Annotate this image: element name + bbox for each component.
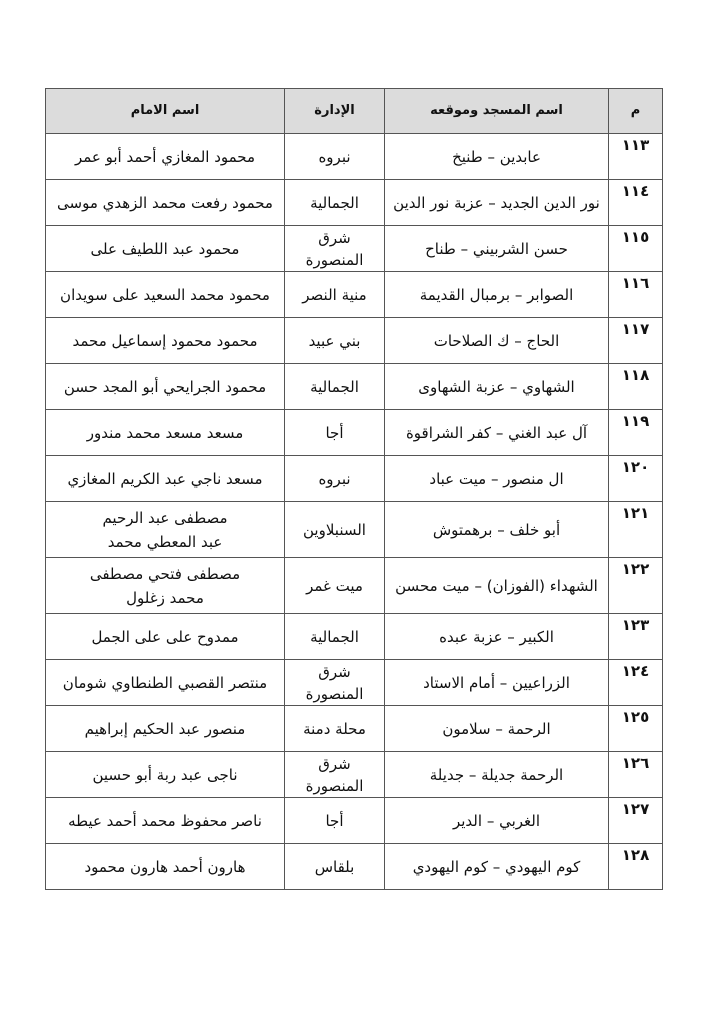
administration: بلقاس [285, 844, 385, 890]
document-page [45, 88, 662, 890]
table-row [46, 318, 663, 364]
table-row [46, 558, 663, 614]
row-number: ١٢٦ [609, 752, 663, 798]
mosque-name: الرحمة – سلامون [385, 706, 609, 752]
mosque-name: الشهداء (الفوزان) – ميت محسن [385, 558, 609, 614]
table-row [46, 502, 663, 558]
administration: ميت غمر [285, 558, 385, 614]
imam-name: محمود محمود إسماعيل محمد [46, 318, 285, 364]
administration: منية النصر [285, 272, 385, 318]
row-number: ١٢٤ [609, 660, 663, 706]
mosque-name: الرحمة جديلة – جديلة [385, 752, 609, 798]
mosque-name: آل عبد الغني – كفر الشراقوة [385, 410, 609, 456]
row-number: ١٢٨ [609, 844, 663, 890]
row-number: ١١٨ [609, 364, 663, 410]
mosque-name: الزراعيين – أمام الاستاد [385, 660, 609, 706]
imam-name: منتصر القصبي الطنطاوي شومان [46, 660, 285, 706]
imam-name: محمود عبد اللطيف على [46, 226, 285, 272]
header-mosque-name-location: اسم المسجد وموقعه [385, 89, 609, 134]
administration: الجمالية [285, 364, 385, 410]
table-row [46, 456, 663, 502]
row-number: ١١٧ [609, 318, 663, 364]
mosque-name: نور الدين الجديد – عزبة نور الدين [385, 180, 609, 226]
table-row [46, 798, 663, 844]
imam-name [46, 502, 285, 558]
mosque-name: أبو خلف – برهمتوش [385, 502, 609, 558]
mosque-name: الكبير – عزبة عبده [385, 614, 609, 660]
mosque-name: كوم اليهودي – كوم اليهودي [385, 844, 609, 890]
administration: شرق المنصورة [285, 660, 385, 706]
imam-name: مسعد مسعد محمد مندور [46, 410, 285, 456]
imam-name: محمود المغازي أحمد أبو عمر [46, 134, 285, 180]
row-number: ١١٥ [609, 226, 663, 272]
administration: شرق المنصورة [285, 226, 385, 272]
table-row [46, 134, 663, 180]
row-number: ١١٦ [609, 272, 663, 318]
table-row [46, 180, 663, 226]
imam-name-line-2: عبد المعطي محمد [107, 532, 223, 551]
administration: شرق المنصورة [285, 752, 385, 798]
imam-name: محمود الجرايحي أبو المجد حسن [46, 364, 285, 410]
imam-name: محمود محمد السعيد على سويدان [46, 272, 285, 318]
mosque-name: الحاج – ك الصلاحات [385, 318, 609, 364]
mosque-name: حسن الشربيني – طناح [385, 226, 609, 272]
imam-name [46, 558, 285, 614]
table-row [46, 706, 663, 752]
administration: نبروه [285, 134, 385, 180]
header-imam-name: اسم الامام [46, 89, 285, 134]
imam-name: ناجى عبد ربة أبو حسين [46, 752, 285, 798]
table-row [46, 844, 663, 890]
table-header-row [46, 89, 663, 134]
row-number: ١١٩ [609, 410, 663, 456]
table-row [46, 614, 663, 660]
header-number: م [609, 89, 663, 134]
mosque-name: الصوابر – برمبال القديمة [385, 272, 609, 318]
administration: الجمالية [285, 180, 385, 226]
imam-name-line-1: مصطفى فتحي مصطفى [89, 564, 241, 583]
mosque-name: عابدين – طنيخ [385, 134, 609, 180]
imam-name: محمود رفعت محمد الزهدي موسى [46, 180, 285, 226]
row-number: ١١٤ [609, 180, 663, 226]
table-row [46, 410, 663, 456]
table-row [46, 364, 663, 410]
row-number: ١٢٧ [609, 798, 663, 844]
row-number: ١٢٣ [609, 614, 663, 660]
mosques-table [45, 88, 663, 890]
table-row [46, 272, 663, 318]
administration: السنبلاوين [285, 502, 385, 558]
administration: الجمالية [285, 614, 385, 660]
row-number: ١٢٢ [609, 558, 663, 614]
mosque-name: الغربي – الدير [385, 798, 609, 844]
row-number: ١٢٠ [609, 456, 663, 502]
administration: نبروه [285, 456, 385, 502]
table-row [46, 660, 663, 706]
imam-name: منصور عبد الحكيم إبراهيم [46, 706, 285, 752]
table-row [46, 752, 663, 798]
row-number: ١٢٥ [609, 706, 663, 752]
administration: أجا [285, 798, 385, 844]
row-number: ١٢١ [609, 502, 663, 558]
imam-name: هارون أحمد هارون محمود [46, 844, 285, 890]
imam-name: ناصر محفوظ محمد أحمد عيطه [46, 798, 285, 844]
administration: محلة دمنة [285, 706, 385, 752]
table-row [46, 226, 663, 272]
row-number: ١١٣ [609, 134, 663, 180]
administration: أجا [285, 410, 385, 456]
administration: بني عبيد [285, 318, 385, 364]
mosque-name: ال منصور – ميت عباد [385, 456, 609, 502]
imam-name: مسعد ناجي عبد الكريم المغازي [46, 456, 285, 502]
mosque-name: الشهاوي – عزبة الشهاوى [385, 364, 609, 410]
imam-name-line-1: مصطفى عبد الرحيم [102, 508, 228, 527]
imam-name: ممدوح على على الجمل [46, 614, 285, 660]
imam-name-line-2: محمد زغلول [126, 588, 204, 607]
header-administration: الإدارة [285, 89, 385, 134]
